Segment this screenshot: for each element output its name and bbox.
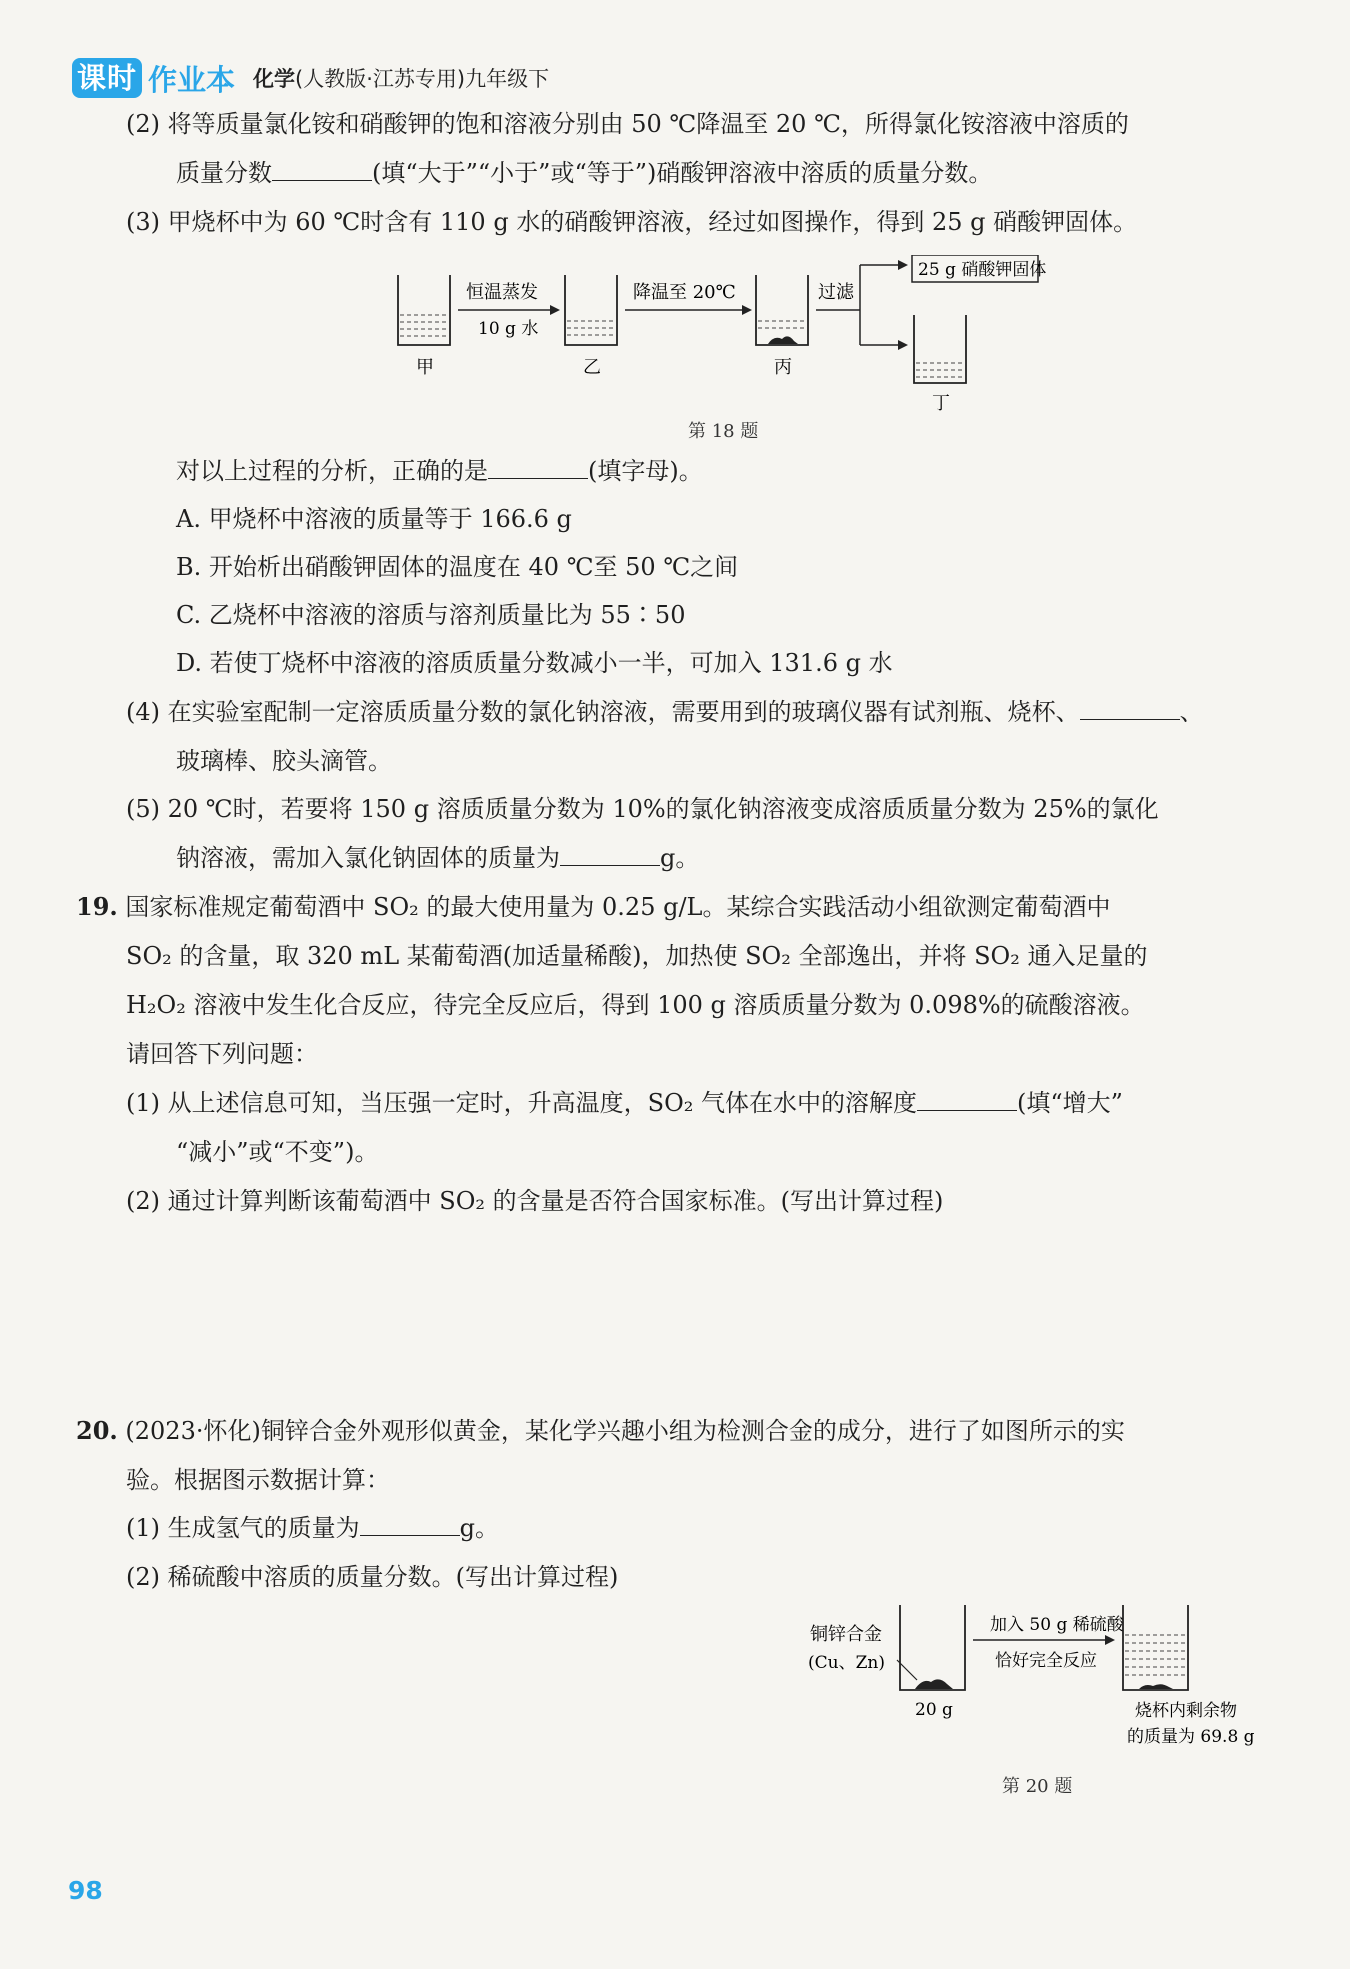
- q18-part3-line: (3) 甲烧杯中为 60 ℃时含有 110 g 水的硝酸钾溶液，经过如图操作，得到 25 g 硝酸钾固体。: [126, 208, 1138, 236]
- q18-part4-line2: 玻璃棒、胶头滴管。: [176, 747, 392, 775]
- q18-analysis-text-a: 对以上过程的分析，正确的是: [176, 457, 488, 485]
- alloy-label-1: 铜锌合金: [810, 1624, 882, 1645]
- q19-line1: [76, 891, 1110, 923]
- result-text: 25 g 硝酸钾固体: [918, 260, 1047, 280]
- q19-line3: H₂O₂ 溶液中发生化合反应，待完全反应后，得到 100 g 溶质质量分数为 0.098%的硫酸溶液。: [126, 991, 1145, 1019]
- q20-part1-text-a: (1) 生成氢气的质量为: [126, 1514, 360, 1542]
- q18-part5-text-a: 钠溶液，需加入氯化钠固体的质量为: [176, 844, 560, 872]
- q19-answer-space[interactable]: [126, 1225, 1276, 1405]
- q18-part5-line1: (5) 20 ℃时，若要将 150 g 溶质质量分数为 10%的氯化钠溶液变成溶质质量分数为 25%的氯化: [126, 795, 1159, 823]
- page-number: 98: [68, 1876, 103, 1905]
- beaker-bing: [756, 275, 808, 345]
- remain-label-2: 的质量为 69.8 g: [1127, 1727, 1255, 1747]
- q19-number: 19.: [76, 892, 118, 921]
- label-bing: 丙: [774, 357, 792, 378]
- q18-part4-text-b: 、: [1179, 698, 1204, 726]
- q18-part2-line2: [176, 157, 992, 189]
- arrow-evaporate: [458, 305, 560, 315]
- answer-blank[interactable]: [1080, 697, 1180, 720]
- alloy-label-2: (Cu、Zn): [808, 1653, 885, 1673]
- q20-caption: 第 20 题: [1002, 1776, 1073, 1797]
- logo-mark: 课时: [72, 58, 142, 98]
- book-logo: [72, 58, 235, 99]
- q20-part1-line: [126, 1512, 499, 1544]
- q18-option-c: C. 乙烧杯中溶液的溶质与溶剂质量比为 55∶50: [176, 601, 686, 629]
- step-filter: 过滤: [818, 282, 854, 303]
- q18-part5-text-b: g。: [660, 844, 700, 872]
- beaker-jia: [398, 275, 450, 345]
- remain-label-1: 烧杯内剩余物: [1135, 1701, 1237, 1721]
- q18-part2-text-a: 质量分数: [176, 159, 272, 187]
- header-subject: 化学: [253, 67, 296, 91]
- answer-blank[interactable]: [917, 1088, 1017, 1111]
- q18-part2-line1: (2) 将等质量氯化铵和硝酸钾的饱和溶液分别由 50 ℃降温至 20 ℃，所得氯化铵溶液中溶质的: [126, 110, 1129, 138]
- q20-diagram: [805, 1600, 1285, 1760]
- q19-line4: 请回答下列问题：: [126, 1040, 318, 1068]
- q20-part1-text-b: g。: [459, 1514, 499, 1542]
- q18-part5-line2: [176, 842, 699, 874]
- label-jia: 甲: [416, 357, 434, 378]
- arrow-react: [973, 1635, 1115, 1645]
- q18-analysis-line: [176, 455, 703, 487]
- answer-blank[interactable]: [272, 158, 372, 181]
- q19-part1-text-b: (填“增大”: [1017, 1089, 1123, 1117]
- header-edition: (人教版·江苏专用)九年级下: [295, 67, 550, 91]
- q18-option-b: B. 开始析出硝酸钾固体的温度在 40 ℃至 50 ℃之间: [176, 553, 739, 581]
- answer-blank[interactable]: [360, 1513, 460, 1536]
- q19-part1-text-a: (1) 从上述信息可知，当压强一定时，升高温度，SO₂ 气体在水中的溶解度: [126, 1089, 917, 1117]
- beaker-result: [1123, 1605, 1188, 1690]
- arrow-cool: [625, 305, 752, 315]
- page-header: [72, 56, 549, 100]
- q19-part2-line: (2) 通过计算判断该葡萄酒中 SO₂ 的含量是否符合国家标准。(写出计算过程): [126, 1187, 944, 1215]
- q18-option-d: D. 若使丁烧杯中溶液的溶质质量分数减小一半，可加入 131.6 g 水: [176, 649, 893, 677]
- logo-text: 作业本: [148, 62, 236, 97]
- q18-caption: 第 18 题: [688, 421, 759, 442]
- q19-part1-line2: “减小”或“不变”)。: [176, 1138, 379, 1166]
- answer-blank[interactable]: [488, 456, 588, 479]
- beaker-alloy: [900, 1605, 965, 1690]
- arrow-filter: [816, 260, 908, 350]
- alloy-mass: 20 g: [915, 1700, 953, 1720]
- q20-part2-line: (2) 稀硫酸中溶质的质量分数。(写出计算过程): [126, 1563, 619, 1591]
- step-cool: 降温至 20℃: [633, 282, 736, 303]
- q18-diagram: [390, 255, 1070, 420]
- q19-part1-line1: [126, 1087, 1123, 1119]
- q20-number: 20.: [76, 1416, 118, 1445]
- q18-analysis-text-b: (填字母)。: [588, 457, 703, 485]
- arrow-bottom-text: 恰好完全反应: [995, 1651, 1097, 1671]
- header-subject-line: [253, 63, 549, 93]
- q18-option-a: A. 甲烧杯中溶液的质量等于 166.6 g: [176, 505, 572, 533]
- q20-line2: 验。根据图示数据计算：: [126, 1466, 390, 1494]
- q19-line2: SO₂ 的含量，取 320 mL 某葡萄酒(加适量稀酸)，加热使 SO₂ 全部逸出，并将 SO₂ 通入足量的: [126, 942, 1148, 970]
- label-ding: 丁: [932, 393, 950, 414]
- beaker-ding: [914, 315, 966, 383]
- q19-text1: 国家标准规定葡萄酒中 SO₂ 的最大使用量为 0.25 g/L。某综合实践活动小组欲测定葡萄酒中: [125, 893, 1111, 921]
- step-evaporate: 恒温蒸发: [466, 282, 538, 303]
- q20-text1: (2023·怀化)铜锌合金外观形似黄金，某化学兴趣小组为检测合金的成分，进行了如图所示的实: [125, 1417, 1125, 1445]
- label-yi: 乙: [583, 357, 601, 378]
- step-water: 10 g 水: [478, 319, 539, 339]
- beaker-yi: [565, 275, 617, 345]
- arrow-top-text: 加入 50 g 稀硫酸: [990, 1615, 1124, 1635]
- q18-part4-line1: [126, 696, 1204, 728]
- q20-line1: [76, 1415, 1125, 1447]
- q18-part4-text-a: (4) 在实验室配制一定溶质质量分数的氯化钠溶液，需要用到的玻璃仪器有试剂瓶、烧杯、: [126, 698, 1080, 726]
- answer-blank[interactable]: [560, 843, 660, 866]
- q18-part2-text-b: (填“大于”“小于”或“等于”)硝酸钾溶液中溶质的质量分数。: [372, 159, 993, 187]
